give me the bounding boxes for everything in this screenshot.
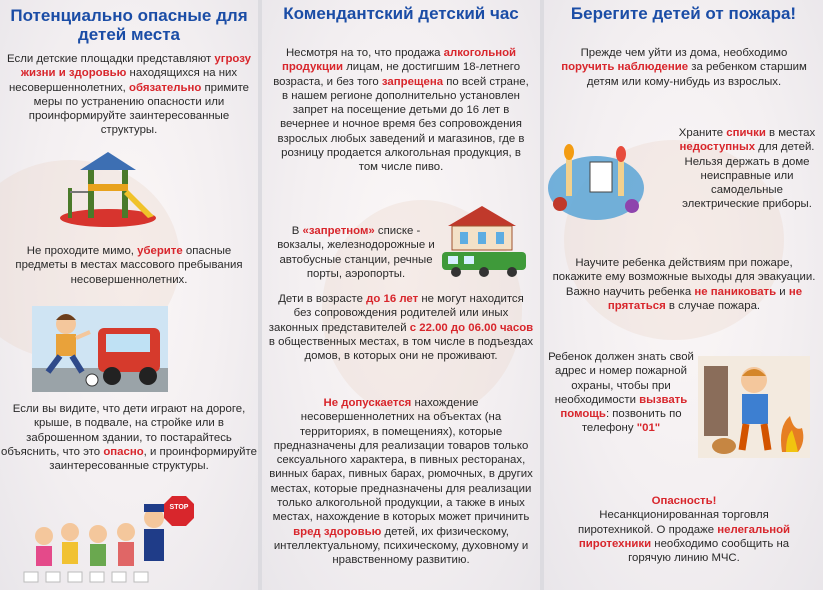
matches-illustration [544,126,648,222]
panel-fire-safety [544,0,823,590]
curfew-paragraph-3: Дети в возрасте до 16 лет не могут находится без сопровождения родителей или иных законных представителей с 22.00 до 06.00 часов в общественных местах, в том числе в подъездах домов, в которых они не проживают. [268,293,534,363]
fire-paragraph-1: Прежде чем уйти из дома, необходимо поручить наблюдение за ребенком старшим детям или кому-нибудь из взрослых. [561,47,807,88]
panel-curfew [262,0,540,590]
curfew-paragraph-2: В «запретном» списке - вокзалы, железнодорожные и автобусные станции, речные порты, аэропорты. [277,225,435,280]
dangerous-places-title: Потенциально опасные для детей места [10,6,248,44]
fire-paragraph-2: Храните спички в местах недоступных для детей. Нельзя держать в доме неисправные или самодельные электрические приборы. [678,127,816,211]
curfew-paragraph-4: Не допускается нахождение несовершеннолетних на объектах (на территориях, в помещениях), которые предназначены для реализации товаров только сексуального характера, в пивных ресторанах, винных барах, пивных барах, рюмочных, в других местах, которые предназначены для реализации только алкогольной продукции, а также в иных местах, нахождение в которых может причинить вред здоровью детей, их физическому, интеллектуальному, психическому, духовному и нравственному развитию. [269,397,533,567]
curfew-paragraph-1: Несмотря на то, что продажа алкогольной продукции лицам, не достигшим 18-летнего возраста, и без того запрещена по всей стране, в нашем регионе дополнительно установлен запрет на посещение детьми до 16 лет в вечернее и ночное время без сопровождения взрослых любых заведений и магазинов, где в розницу продается алкогольная продукция, в том числе пиво. [273,47,529,174]
road-danger-illustration [32,306,168,392]
dangerous-places-paragraph-3: Если вы видите, что дети играют на дороге, крыше, в подвале, на стройке или в заброшенном здании, то постарайтесь объяснить, что это опасно, и проинформируйте заинтересованные структуры. [1,403,257,473]
playground-illustration [58,148,158,228]
fire-boy-illustration [698,356,810,458]
dangerous-places-paragraph-1: Если детские площадки представляют угрозу жизни и здоровью находящихся на них несовершеннолетних, обязательно примите меры по устранению опасности или проинформируйте заинтересованные структуры. [7,53,251,137]
danger-heading: Опасность! [651,495,717,507]
fire-paragraph-3: Научите ребенка действиям при пожаре, покажите ему возможные выходы для эвакуации. Важно научить ребенка не паниковать и не прятаться в случае пожара. [552,257,816,312]
station-train-illustration [438,200,528,280]
fire-safety-title: Берегите детей от пожара! [570,4,797,23]
fire-paragraph-5: Опасность! Несанкционированная торговля пиротехникой. О продаже нелегальной пиротехники необходимо сообщить на горячую линию МЧС. [566,494,802,565]
curfew-title: Комендантский детский час [283,4,519,23]
panel-dangerous-places [0,0,258,590]
dangerous-places-paragraph-2: Не проходите мимо, уберите опасные предметы в местах массового пребывания несовершеннолетних. [15,245,243,286]
stop-sign-text: STOP [169,504,189,511]
fire-paragraph-4: Ребенок должен знать свой адрес и номер пожарной охраны, чтобы при необходимости вызвать помощь: позвонить по телефону "01" [548,351,694,435]
